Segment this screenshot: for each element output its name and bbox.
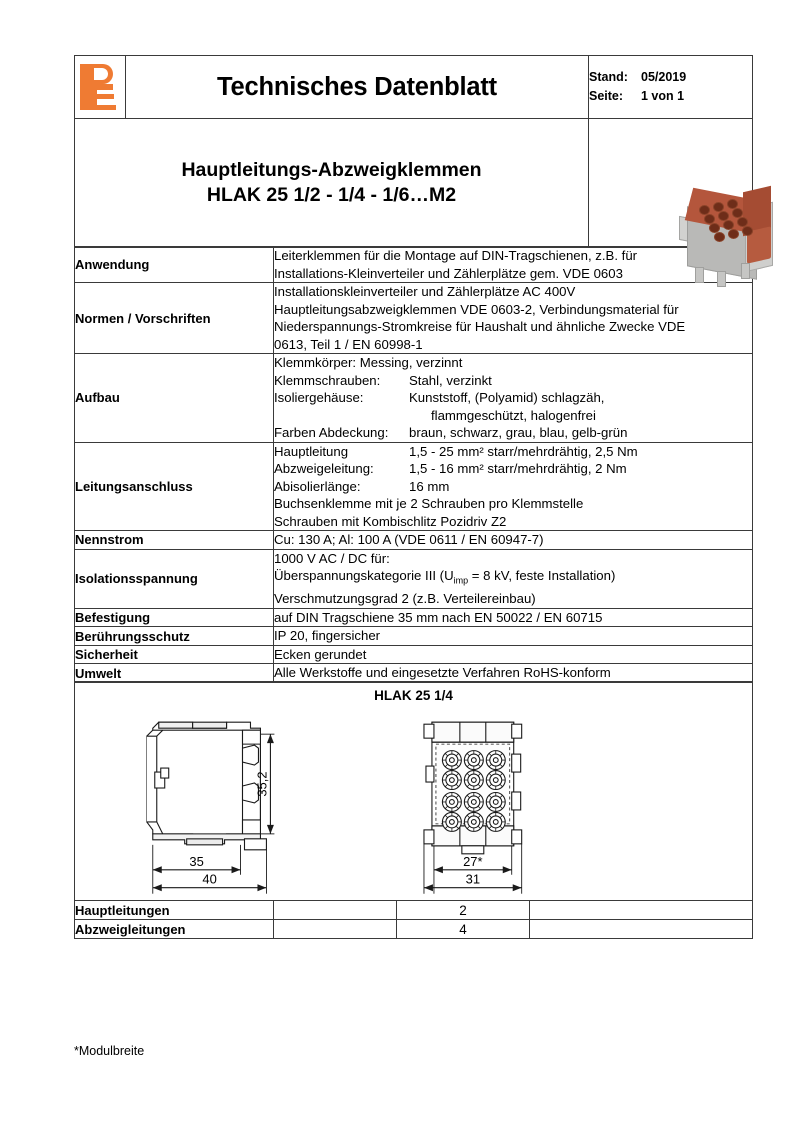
meta-stand-row xyxy=(589,68,752,87)
page-title: Technisches Datenblatt xyxy=(217,72,497,101)
specifications-table xyxy=(74,246,753,683)
spec-key-beruehrungsschutz: Berührungsschutz xyxy=(75,627,274,646)
spec-line: 1000 V AC / DC für: xyxy=(274,550,390,566)
spec-sublabel: Klemmschrauben: xyxy=(274,372,381,388)
table-row xyxy=(75,608,753,627)
spec-value-beruehrungsschutz xyxy=(274,627,753,646)
spec-line: Leiterklemmen für die Montage auf DIN-Tragschienen, z.B. für xyxy=(274,248,638,264)
spec-key-sicherheit: Sicherheit xyxy=(75,645,274,664)
meta-stand-label: Stand: xyxy=(589,70,628,84)
drawing-table xyxy=(74,681,753,901)
spec-line xyxy=(274,460,752,478)
spec-key-isolationsspannung: Isolationsspannung xyxy=(75,549,274,608)
company-logo-pe-icon xyxy=(80,64,120,110)
spec-key-aufbau: Aufbau xyxy=(75,354,274,443)
document-title-cell xyxy=(126,56,589,119)
drawing-cell xyxy=(75,682,753,901)
count-value-abzweigleitungen: 4 xyxy=(397,920,530,939)
spec-line: Installations-Kleinverteiler und Zählerplätze gem. VDE 0603 xyxy=(274,265,623,281)
spec-value-befestigung xyxy=(274,608,753,627)
spec-line: auf DIN Tragschiene 35 mm nach EN 50022 / EN 60715 xyxy=(274,609,603,625)
spec-line xyxy=(274,478,752,496)
spec-line xyxy=(274,389,752,407)
header-meta-cell xyxy=(589,56,753,119)
spec-line: 0613, Teil 1 / EN 60998-1 xyxy=(274,336,423,352)
count-blank-cell xyxy=(274,901,397,920)
spec-line: Hauptleitungsabzweigklemmen VDE 0603-2, Verbindungsmaterial für xyxy=(274,301,679,317)
product-row xyxy=(75,118,753,247)
spec-line xyxy=(274,443,752,461)
table-row xyxy=(75,645,753,664)
table-row xyxy=(75,283,753,354)
table-row xyxy=(75,442,753,531)
spec-subvalue: braun, schwarz, grau, blau, gelb-grün xyxy=(409,425,628,441)
spec-sublabel: Isoliergehäuse: xyxy=(274,390,364,406)
front-view-drawing xyxy=(424,723,522,855)
spec-value-aufbau xyxy=(274,354,753,443)
spec-sublabel: Abisolierlänge: xyxy=(274,478,361,494)
spec-line: Alle Werkstoffe und eingesetzte Verfahren RoHS-konform xyxy=(274,665,611,681)
count-blank-cell xyxy=(274,920,397,939)
count-key-abzweigleitungen: Abzweigleitungen xyxy=(75,920,274,939)
spec-subvalue: Kunststoff, (Polyamid) schlagzäh, xyxy=(409,390,605,406)
spec-subvalue: flammgeschützt, halogenfrei xyxy=(431,407,596,423)
count-value-hauptleitungen: 2 xyxy=(397,901,530,920)
spec-key-normen: Normen / Vorschriften xyxy=(75,283,274,354)
count-rest-cell xyxy=(530,901,753,920)
side-view-drawing xyxy=(147,723,270,851)
footnote-modulbreite: *Modulbreite xyxy=(74,1044,145,1058)
spec-line xyxy=(274,424,752,442)
table-row xyxy=(75,920,753,939)
spec-value-leitungsanschluss xyxy=(274,442,753,531)
spec-key-umwelt: Umwelt xyxy=(75,664,274,683)
meta-stand-value: 05/2019 xyxy=(641,70,687,84)
meta-seite-value: 1 von 1 xyxy=(641,89,685,103)
spec-sublabel: Farben Abdeckung: xyxy=(274,425,389,441)
spec-key-nennstrom: Nennstrom xyxy=(75,531,274,550)
drawing-title: HLAK 25 1/4 xyxy=(374,688,453,704)
table-row xyxy=(75,549,753,608)
spec-key-anwendung: Anwendung xyxy=(75,247,274,283)
table-row xyxy=(75,531,753,550)
spec-line xyxy=(274,354,752,372)
table-row xyxy=(75,901,753,920)
spec-subvalue: 16 mm xyxy=(409,478,450,494)
spec-line xyxy=(274,372,752,390)
header-table xyxy=(74,55,753,119)
datasheet-page xyxy=(74,55,753,939)
product-image-cell xyxy=(589,118,753,247)
spec-subvalue: 1,5 - 16 mm² starr/mehrdrähtig, 2 Nm xyxy=(409,461,627,477)
spec-line: Verschmutzungsgrad 2 (z.B. Verteilereinbau) xyxy=(274,591,536,607)
spec-sublabel: Abzweigeleitung: xyxy=(274,461,374,477)
spec-line xyxy=(274,407,752,425)
counts-table xyxy=(74,900,753,939)
dim-label-40: 40 xyxy=(202,872,217,888)
logo-cell xyxy=(75,56,126,119)
spec-line: Buchsenklemme mit je 2 Schrauben pro Klemmstelle xyxy=(274,496,584,512)
spec-value-nennstrom xyxy=(274,531,753,550)
table-row xyxy=(75,664,753,683)
spec-line-uimp: Überspannungskategorie III ($U_{imp} = 8$ kV, feste Installation) xyxy=(274,568,616,586)
spec-value-anwendung xyxy=(274,247,753,283)
table-row xyxy=(75,247,753,283)
technical-drawings-svg xyxy=(75,682,752,900)
spec-subvalue: Messing, verzinnt xyxy=(359,355,463,371)
dim-label-352: 35,2 xyxy=(254,771,270,798)
spec-line: Installationskleinverteiler und Zählerplätze AC 400V xyxy=(274,284,576,300)
spec-key-leitungsanschluss: Leitungsanschluss xyxy=(75,442,274,531)
spec-value-sicherheit xyxy=(274,645,753,664)
dim-label-27: 27* xyxy=(463,854,483,870)
meta-seite-label: Seite: xyxy=(589,89,624,103)
spec-subvalue: Stahl, verzinkt xyxy=(409,372,492,388)
spec-key-befestigung: Befestigung xyxy=(75,608,274,627)
spec-value-umwelt xyxy=(274,664,753,683)
product-title-cell xyxy=(75,118,589,247)
table-row xyxy=(75,627,753,646)
product-name-line2: HLAK 25 1/2 - 1/4 - 1/6…M2 xyxy=(206,183,457,206)
spec-subvalue: 1,5 - 25 mm² starr/mehrdrähtig, 2,5 Nm xyxy=(409,443,638,459)
count-key-hauptleitungen: Hauptleitungen xyxy=(75,901,274,920)
spec-line: Schrauben mit Kombischlitz Pozidriv Z2 xyxy=(274,513,507,529)
spec-line: Niederspannungs-Stromkreise für Haushalt und ähnliche Zwecke VDE xyxy=(274,319,686,335)
count-rest-cell xyxy=(530,920,753,939)
product-table xyxy=(74,118,753,248)
product-name-line1: Hauptleitungs-Abzweigklemmen xyxy=(181,158,482,181)
spec-sublabel: Klemmkörper: xyxy=(274,355,357,371)
drawing-row xyxy=(75,682,753,901)
spec-line: Cu: 130 A; Al: 100 A (VDE 0611 / EN 60947-7) xyxy=(274,532,544,548)
meta-seite-row xyxy=(589,87,752,106)
dim-label-35: 35 xyxy=(189,854,204,870)
header-row xyxy=(75,56,753,119)
spec-line: Ecken gerundet xyxy=(274,646,367,662)
spec-line: IP 20, fingersicher xyxy=(274,628,381,644)
table-row xyxy=(75,354,753,443)
spec-sublabel: Hauptleitung xyxy=(274,443,349,459)
dim-label-31: 31 xyxy=(465,872,481,888)
spec-value-normen xyxy=(274,283,753,354)
spec-value-isolationsspannung xyxy=(274,549,753,608)
